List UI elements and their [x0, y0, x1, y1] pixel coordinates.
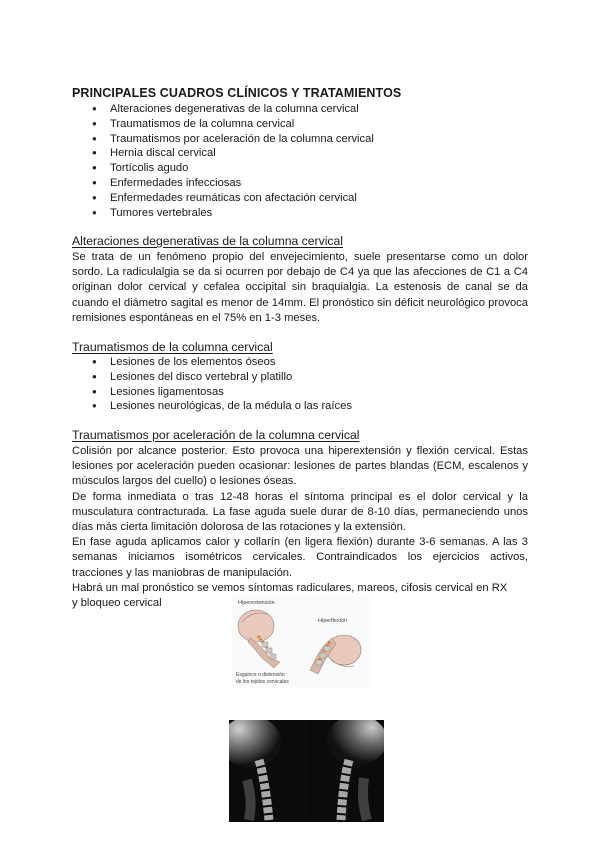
paragraph: Colisión por alcance posterior. Esto provoca una hiperextensión y flexión cervical. Estas lesiones por aceleración pueden ocasionar: lesiones de partes blandas (ECM, escalenos y músculos largos del cuello) o lesiones óseas. — [72, 445, 528, 488]
list-item: ● Lesiones del disco vertebral y platillo — [92, 370, 352, 385]
head-extension-drawing — [238, 610, 280, 668]
list-item: ● Traumatismos por aceleración de la columna cervical — [92, 132, 374, 147]
paragraph: En fase aguda aplicamos calor y collarín (en ligera flexión) durante 3-6 semanas. A las 3 semanas iniciamos isométricos cervicales. Contraindicados los ejercicios activos, tracciones y las maniobras de manipulación. — [72, 536, 528, 579]
section-text-degenerativas — [72, 250, 528, 326]
section-heading-degenerativas: Alteraciones degenerativas de la columna cervical — [72, 234, 343, 248]
list-item: ● Lesiones ligamentosas — [92, 385, 352, 400]
list-item: ● Hernia discal cervical — [92, 146, 374, 161]
whiplash-drawing — [232, 596, 370, 688]
page-title: PRINCIPALES CUADROS CLÍNICOS Y TRATAMIENTOS — [72, 86, 402, 100]
section-heading-traumatismos: Traumatismos de la columna cervical — [72, 340, 273, 354]
hyperflexion-label: Hiperflexión — [318, 618, 348, 624]
caption-line-1: Esguince o distensión — [236, 672, 285, 678]
list-item: ● Tortícolis agudo — [92, 161, 374, 176]
list-item: ● Traumatismos de la columna cervical — [92, 117, 374, 132]
paragraph: Habrá un mal pronóstico se vemos síntomas radiculares, mareos, cifosis cervical en RX y bloqueo cervical — [72, 581, 508, 610]
list-item: ● Enfermedades infecciosas — [92, 176, 374, 191]
xray-images — [229, 720, 384, 822]
hyperextension-label: Hiperextensión — [238, 600, 275, 606]
list-item: ● Lesiones de los elementos óseos — [92, 355, 352, 370]
caption-line-2: de los tejidos cervicales — [236, 679, 289, 685]
whiplash-illustration — [232, 596, 370, 688]
paragraph: De forma inmediata o tras 12-48 horas el síntoma principal es el dolor cervical y la musculatura contracturada. La fase aguda suele durar de 8-10 días, permaneciendo unos días más cierta limitación dolorosa de las rotaciones y la extensión. — [72, 490, 528, 534]
section-text-aceleracion — [72, 444, 528, 611]
list-item: ● Tumores vertebrales — [92, 206, 374, 221]
list-item: ● Lesiones neurológicas, de la médula o las raíces — [92, 399, 352, 414]
head-flexion-drawing — [310, 635, 361, 674]
list-item: ● Alteraciones degenerativas de la columna cervical — [92, 102, 374, 117]
section-heading-aceleracion: Traumatismos por aceleración de la columna cervical — [72, 428, 360, 442]
index-list — [92, 102, 374, 220]
list-item: ● Enfermedades reumáticas con afectación cervical — [92, 191, 374, 206]
paragraph: Se trata de un fenómeno propio del envejecimiento, suele presentarse como un dolor sordo. La radiculalgia se da si ocurren por debajo de C4 ya que las afecciones de C1 a C4 originan dolor cervical y cefalea occipital sin braquialgia. La estenosis de canal se da cuando el diámetro sagital es menor de 14mm. El pronóstico sin déficit neurológico provoca remisiones espontáneas en el 75% en 1-3 meses. — [72, 251, 528, 324]
xray-drawing — [229, 720, 384, 822]
traumatismos-list — [92, 355, 352, 414]
